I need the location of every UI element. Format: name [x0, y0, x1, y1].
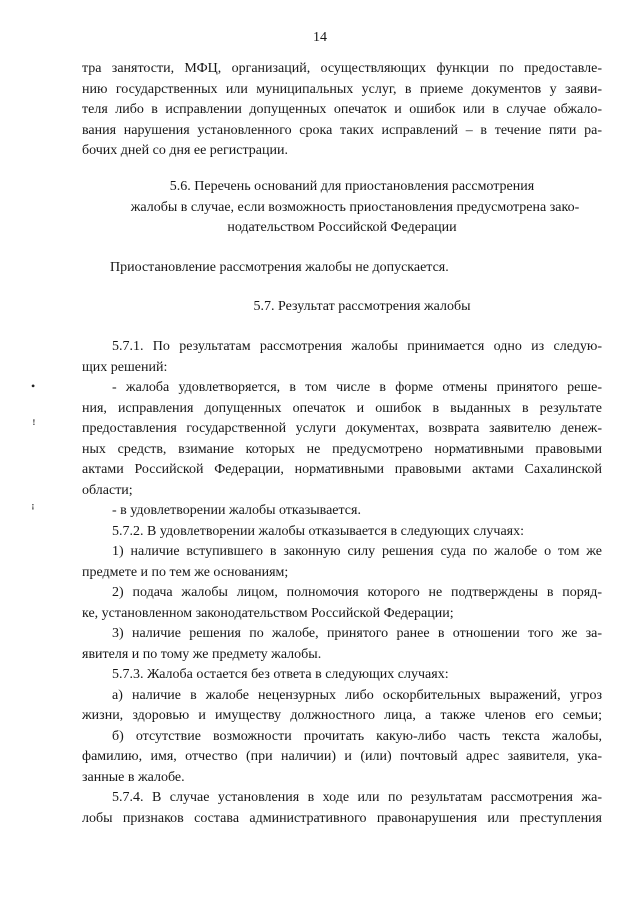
paragraph-deadline — [82, 59, 602, 162]
paragraph-suspension — [82, 258, 602, 279]
heading-line: 5.7. Результат рассмотрения жалобы — [253, 299, 471, 314]
section-heading-5-7 — [82, 297, 602, 318]
text-line: предоставления государственной услуги документах, возврата заявителю денеж- — [82, 421, 602, 436]
text-line: Приостановление рассмотрения жалобы не допускается. — [110, 260, 449, 275]
text-line: ных средств, взимание которых не предусмотрено нормативными правовыми — [82, 441, 602, 457]
text-line: 5.7.4. В случае установления в ходе или по результатам рассмотрения жа- — [112, 790, 602, 805]
text-line: ке, установленном законодательством Российской Федерации; — [82, 605, 454, 621]
scan-speck-mark: ꜟ — [31, 501, 35, 515]
text-line: бочих дней со дня ее регистрации. — [82, 143, 288, 158]
text-line: 5.7.3. Жалоба остается без ответа в следующих случаях: — [112, 667, 449, 682]
text-line: предмете и по тем же основаниям; — [82, 564, 289, 580]
text-line: - жалоба удовлетворяется, в том числе в форме отмены принятого реше- — [112, 380, 602, 395]
page-number: 14 — [313, 30, 327, 45]
heading-line: жалобы в случае, если возможность приостановления предусмотрена зако- — [130, 199, 580, 215]
text-line: занные в жалобе. — [82, 769, 185, 785]
text-line: 1) наличие вступившего в законную силу решения суда по жалобе о том же — [112, 544, 602, 559]
heading-line: 5.6. Перечень оснований для приостановления рассмотрения — [169, 179, 535, 194]
text-line: лобы признаков состава административного правонарушения или преступления — [82, 810, 602, 826]
text-line: нию государственных или муниципальных услуг, в приеме документов у заяви- — [82, 81, 602, 97]
text-line: 5.7.1. По результатам рассмотрения жалобы принимается одно из следую- — [112, 339, 602, 354]
text-line: теля либо в исправлении допущенных опечаток и ошибок или в случае обжало- — [82, 102, 602, 117]
text-line: ния, исправления допущенных опечаток и ошибок в выданных в результате — [82, 400, 602, 416]
text-line: щих решений: — [82, 359, 168, 375]
text-line: б) отсутствие возможности прочитать какую-либо часть текста жалобы, — [112, 728, 602, 744]
text-line: а) наличие в жалобе нецензурных либо оскорбительных выражений, угроз — [112, 687, 602, 703]
scan-speck-mark: • — [31, 379, 36, 393]
section-heading-5-6 — [82, 177, 602, 239]
section-body-5-7 — [82, 337, 602, 829]
text-line: вания нарушения установленного срока таких исправлений – в течение пяти ра- — [82, 122, 602, 138]
heading-line: нодательством Российской Федерации — [227, 220, 457, 235]
text-line: - в удовлетворении жалобы отказывается. — [112, 503, 361, 518]
text-line: явителя и по тому же предмету жалобы. — [82, 646, 322, 662]
text-line: 2) подача жалобы лицом, полномочия которого не подтверждены в поряд- — [112, 585, 602, 600]
text-line: 3) наличие решения по жалобе, принятого ранее в отношении того же за- — [112, 626, 602, 641]
scan-speck-mark: ꜝ — [32, 419, 36, 433]
text-line: 5.7.2. В удовлетворении жалобы отказывается в следующих случаях: — [112, 523, 525, 539]
text-line: фамилию, имя, отчество (при наличии) и (или) почтовый адрес заявителя, ука- — [82, 749, 602, 764]
text-line: жизни, здоровью и имуществу должностного лица, а также членов его семьи; — [82, 708, 602, 723]
text-line: тра занятости, МФЦ, организаций, осуществляющих функции по предоставле- — [82, 61, 602, 76]
text-line: актами Российской Федерации, нормативными правовыми актами Сахалинской — [82, 462, 602, 477]
text-line: области; — [82, 482, 133, 498]
